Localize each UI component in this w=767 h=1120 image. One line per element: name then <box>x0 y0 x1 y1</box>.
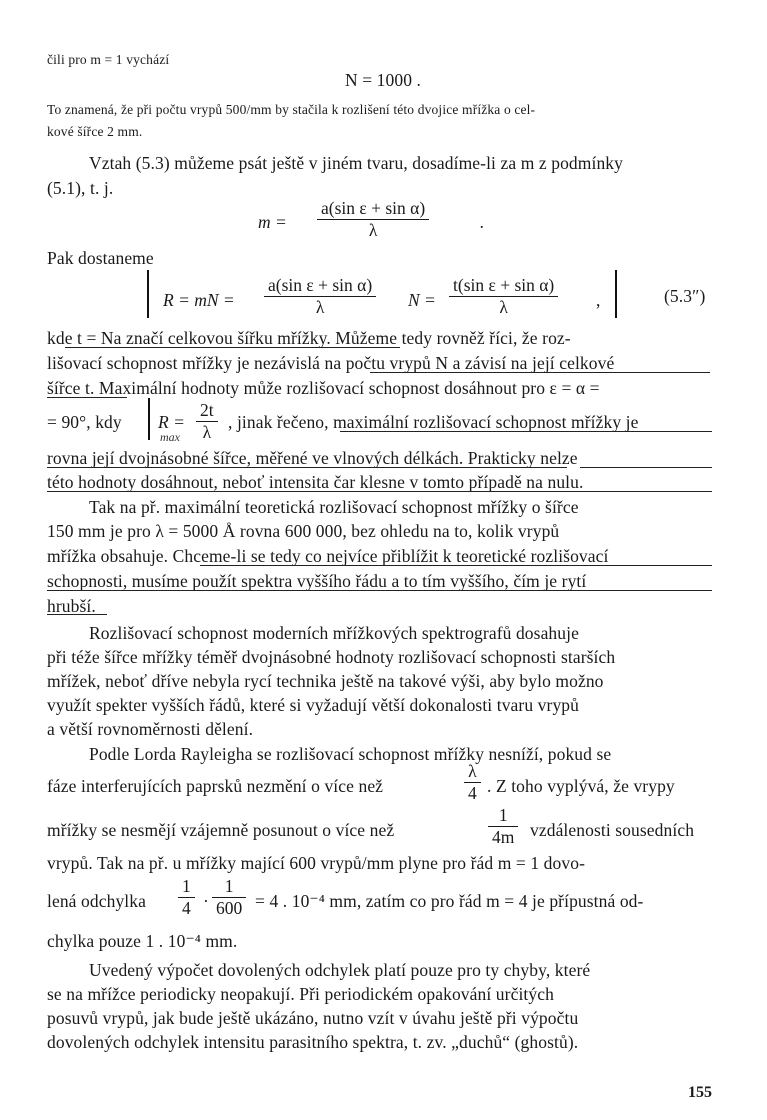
pencil-underline <box>370 372 710 373</box>
fraction-numerator: 2t <box>200 400 214 420</box>
text-line: rovna její dvojnásobné šířce, měřené ve vlnových délkách. Prakticky nelze <box>47 448 578 468</box>
text-line: kové šířce 2 mm. <box>47 124 143 139</box>
pencil-underline <box>47 614 107 615</box>
fraction-numerator: 1 <box>224 876 234 896</box>
text-line: Vztah (5.3) můžeme psát ještě v jiném tvaru, dosadíme-li za m z podmínky <box>89 153 623 173</box>
fraction-denominator: λ <box>196 421 218 443</box>
handwritten-subscript: max <box>160 430 180 444</box>
inline-fraction-lambda-4 <box>464 761 481 804</box>
text-line: Pak dostaneme <box>47 248 154 268</box>
text-line: lená odchylka <box>47 891 146 911</box>
text-line: při téže šířce mřížky téměř dvojnásobné hodnoty rozlišovací schopnosti starších <box>47 647 616 667</box>
text-line: mřížek, neboť dříve nebyla rycí technika ještě na takové výši, aby bylo možno <box>47 671 604 691</box>
text-line: . Z toho vyplývá, že vrypy <box>487 776 675 796</box>
fraction-denominator: 4 <box>464 782 481 804</box>
fraction-numerator: a(sin ε + sin α) <box>268 275 373 295</box>
text-line: (5.1), t. j. <box>47 178 114 198</box>
text-line: hrubší. <box>47 596 96 616</box>
text-line: = 90°, kdy <box>47 412 122 432</box>
equation-label: (5.3″) <box>664 286 706 306</box>
text-line: mřížky se nesmějí vzájemně posunout o více než <box>47 820 395 840</box>
text-line: čili pro m = 1 vychází <box>47 52 170 67</box>
text-line: využít spekter vyšších řádů, které si vyžadují větší dokonalosti tvaru vrypů <box>47 695 580 715</box>
text-line: Uvedený výpočet dovolených odchylek platí pouze pro ty chyby, které <box>89 960 591 980</box>
inline-fraction-1-4 <box>178 876 195 919</box>
eq-m-fraction <box>317 198 429 241</box>
pencil-underline <box>47 397 127 398</box>
eq-m-lhs: m = <box>258 212 287 232</box>
eq-period: . <box>480 212 485 232</box>
eq-r-fraction-2 <box>449 275 558 318</box>
multiplication-dot: · <box>203 891 209 911</box>
text-line: mřížka obsahuje. Chceme-li se tedy co nejvíce přiblížit k teoretické rozlišovací <box>47 546 609 566</box>
pencil-underline <box>65 347 400 348</box>
fraction-numerator: 1 <box>498 805 508 825</box>
fraction-denominator: 600 <box>212 897 246 919</box>
eq-r-fraction-1 <box>264 275 376 318</box>
pencil-underline <box>340 431 712 432</box>
text-line: šířce t. Maximální hodnoty může rozlišovací schopnost dosáhnout pro ε = α = <box>47 378 600 398</box>
text-line: kde t = Na značí celkovou šířku mřížky. Můžeme tedy rovněž říci, že roz- <box>47 328 571 348</box>
pencil-underline <box>47 491 712 492</box>
text-line: Podle Lorda Rayleigha se rozlišovací schopnost mřížky nesníží, pokud se <box>89 744 612 764</box>
text-line: 150 mm je pro λ = 5000 Å rovna 600 000, bez ohledu na to, kolik vrypů <box>47 521 560 541</box>
eq-comma: , <box>596 290 601 310</box>
text-line: a větší rovnoměrnosti dělení. <box>47 719 254 739</box>
text-line: chylka pouze 1 . 10⁻⁴ mm. <box>47 931 238 951</box>
text-line: vzdálenosti sousedních <box>530 820 695 840</box>
text-line: Tak na př. maximální teoretická rozlišovací schopnost mřížky o šířce <box>89 497 579 517</box>
text-line: To znamená, že při počtu vrypů 500/mm by stačila k rozlišení této dvojice mřížka o cel- <box>47 102 536 117</box>
text-line: se na mřížce periodicky neopakují. Při periodickém opakování určitých <box>47 984 554 1004</box>
fraction-denominator: 4 <box>178 897 195 919</box>
eq-rmax-fraction <box>196 400 218 443</box>
equation-n: N = 1000 . <box>345 70 422 90</box>
fraction-numerator: 1 <box>182 876 191 896</box>
text-line: posuvů vrypů, jak bude ještě ukázáno, nutno vzít v úvahu ještě při výpočtu <box>47 1008 579 1028</box>
eq-rmax: R = <box>158 412 185 432</box>
fraction-denominator: λ <box>264 296 376 318</box>
text-line: fáze interferujících paprsků nezmění o více než <box>47 776 384 796</box>
pencil-underline <box>47 590 712 591</box>
text-line: této hodnoty dosáhnout, neboť intensita čar klesne v tomto případě na nulu. <box>47 472 584 492</box>
fraction-denominator: λ <box>449 296 558 318</box>
eq-r-lhs: R = mN = <box>163 290 235 310</box>
inline-fraction-1-4m <box>488 805 518 848</box>
fraction-denominator: 4m <box>488 826 518 848</box>
fraction-numerator: t(sin ε + sin α) <box>453 275 555 295</box>
inline-fraction-1-600 <box>212 876 246 919</box>
text-line: schopnosti, musíme použít spektra vyššího řádu a to tím vyššího, čím je rytí <box>47 571 587 591</box>
pencil-underline <box>47 467 567 468</box>
fraction-denominator: λ <box>317 219 429 241</box>
fraction-numerator: λ <box>468 761 477 781</box>
text-line: dovolených odchylek intensitu parasitního spektra, t. zv. „duchů“ (ghostů). <box>47 1032 579 1052</box>
text-line: vrypů. Tak na př. u mřížky mající 600 vrypů/mm plyne pro řád m = 1 dovo- <box>47 853 585 873</box>
pencil-underline <box>200 565 712 566</box>
fraction-numerator: a(sin ε + sin α) <box>321 198 426 218</box>
pencil-underline <box>580 467 712 468</box>
eq-r-mid: N = <box>408 290 436 310</box>
text-line: , jinak řečeno, maximální rozlišovací schopnost mřížky je <box>228 412 639 432</box>
text-line: Rozlišovací schopnost moderních mřížkových spektrografů dosahuje <box>89 623 579 643</box>
text-line: lišovací schopnost mřížky je nezávislá na počtu vrypů N a závisí na její celkové <box>47 353 615 373</box>
page-number: 155 <box>688 1084 712 1101</box>
text-line: = 4 . 10⁻⁴ mm, zatím co pro řád m = 4 je přípustná od- <box>255 891 644 911</box>
